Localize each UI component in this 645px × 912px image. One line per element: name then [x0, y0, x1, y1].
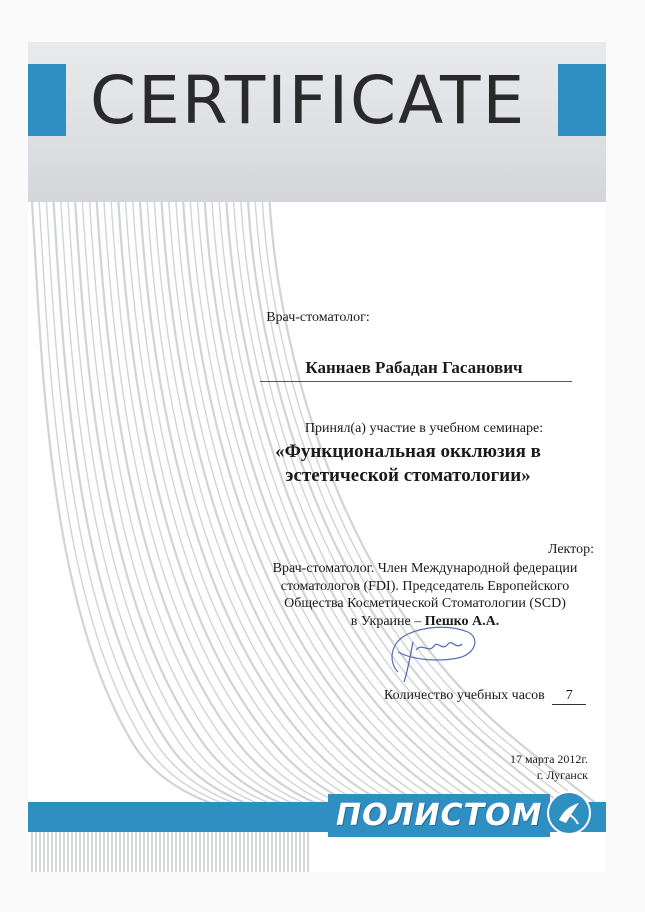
hours-row [384, 688, 586, 705]
issue-city: г. Луганск [536, 768, 588, 782]
brand-logo-text: ПОЛИСТОМ [328, 794, 550, 837]
seminar-intro: Принял(а) участие в учебном семинаре: [304, 421, 544, 436]
hours-value: 7 [552, 688, 586, 705]
certificate-title: CERTIFICATE [90, 62, 527, 139]
issue-date: 17 марта 2012г. [510, 752, 588, 766]
seminar-title-line2: эстетической стоматологии» [285, 464, 531, 486]
recipient-name: Каннаев Рабадан Гасанович [305, 358, 523, 377]
lecturer-line1: Врач-стоматолог. Член Международной федерации [272, 561, 578, 576]
recipient-role-label: Врач-стоматолог: [266, 310, 370, 325]
hours-label: Количество учебных часов [384, 688, 545, 703]
lecturer-line3: Общества Косметической Стоматологии (SCD) [284, 596, 566, 611]
lecturer-line4-prefix: в Украине – [350, 613, 425, 629]
signature [368, 612, 488, 687]
certificate-sheet [28, 42, 606, 872]
name-underline [260, 381, 572, 382]
seminar-title [258, 440, 558, 488]
lecturer-line2: стоматологов (FDI). Председатель Европейского [280, 578, 570, 594]
lecturer-label: Лектор: [547, 542, 594, 557]
seminar-title-line1: «Функциональная окклюзия в [275, 441, 541, 462]
lecturer-name: Пешко А.А. [424, 613, 500, 629]
